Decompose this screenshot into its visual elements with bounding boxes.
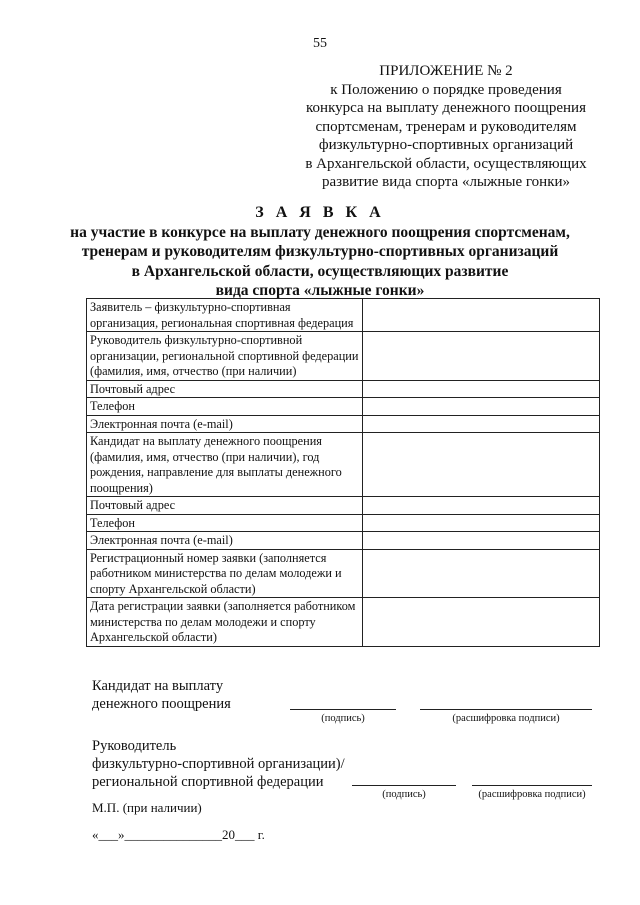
candidate-label-line: Кандидат на выплату <box>92 678 224 694</box>
head-signature-caption: (подпись) <box>382 789 426 800</box>
row-label-email: Электронная почта (e-mail) <box>87 415 363 433</box>
row-value-candidate-email[interactable] <box>363 532 600 550</box>
row-label-head: Руководитель физкультурно-спортивной организации, региональной спортивной федерации (фамилия, имя, отчество (при наличии) <box>87 332 363 381</box>
head-signature-line[interactable] <box>352 785 456 786</box>
date-line[interactable]: «___»_______________20___ г. <box>92 827 265 842</box>
head-decoding-caption: (расшифровка подписи) <box>478 789 586 800</box>
row-value-candidate[interactable] <box>363 433 600 497</box>
appendix-title: ПРИЛОЖЕНИЕ № 2 <box>379 63 513 79</box>
table-row <box>87 398 600 416</box>
appendix-line: развитие вида спорта «лыжные гонки» <box>321 174 571 190</box>
title-line: на участие в конкурсе на выплату денежного поощрения спортсменам, <box>70 223 570 241</box>
table-row <box>87 433 600 497</box>
row-value-applicant[interactable] <box>363 299 600 332</box>
head-decoding-line[interactable] <box>472 785 592 786</box>
candidate-signature-line[interactable] <box>290 709 396 710</box>
table-row <box>87 514 600 532</box>
application-form-table <box>86 298 600 647</box>
row-value-head[interactable] <box>363 332 600 381</box>
application-title <box>40 203 600 301</box>
appendix-line: конкурса на выплату денежного поощрения <box>306 100 586 116</box>
table-row <box>87 415 600 433</box>
appendix-header <box>296 62 596 192</box>
row-label-candidate-postal-address: Почтовый адрес <box>87 497 363 515</box>
title-line: вида спорта «лыжные гонки» <box>215 282 425 299</box>
page-number: 55 <box>313 36 327 51</box>
candidate-signature-label <box>92 677 231 713</box>
row-label-postal-address: Почтовый адрес <box>87 380 363 398</box>
row-value-candidate-phone[interactable] <box>363 514 600 532</box>
table-row <box>87 380 600 398</box>
appendix-line: в Архангельской области, осуществляющих <box>305 155 587 172</box>
appendix-line: спортсменам, тренерам и руководителям <box>315 118 577 135</box>
row-label-registration-number: Регистрационный номер заявки (заполняется работником министерства по делам молодежи и спорту Архангельской области) <box>87 549 363 598</box>
candidate-label-line: денежного поощрения <box>92 696 231 712</box>
row-label-registration-date: Дата регистрации заявки (заполняется работником министерства по делам молодежи и спорту Архангельской области) <box>87 598 363 647</box>
row-value-registration-date[interactable] <box>363 598 600 647</box>
row-label-phone: Телефон <box>87 398 363 416</box>
row-value-registration-number[interactable] <box>363 549 600 598</box>
row-label-candidate-phone: Телефон <box>87 514 363 532</box>
title-line: в Архангельской области, осуществляющих развитие <box>131 262 509 280</box>
row-label-candidate-email: Электронная почта (e-mail) <box>87 532 363 550</box>
row-value-phone[interactable] <box>363 398 600 416</box>
table-row <box>87 598 600 647</box>
table-row <box>87 532 600 550</box>
table-row <box>87 299 600 332</box>
candidate-decoding-line[interactable] <box>420 709 592 710</box>
appendix-line: физкультурно-спортивных организаций <box>318 137 574 153</box>
candidate-decoding-caption: (расшифровка подписи) <box>452 713 560 724</box>
head-signature-label <box>92 737 345 791</box>
table-row <box>87 497 600 515</box>
row-label-applicant: Заявитель – физкультурно-спортивная организация, региональная спортивная федерация <box>87 299 363 332</box>
head-label-line: Руководитель <box>92 738 177 754</box>
table-row <box>87 549 600 598</box>
title-line: тренерам и руководителям физкультурно-спортивных организаций <box>81 243 559 260</box>
stamp-note: М.П. (при наличии) <box>92 800 202 815</box>
row-label-candidate: Кандидат на выплату денежного поощрения (фамилия, имя, отчество (при наличии), год рождения, направление для выплаты денежного поощрения) <box>87 433 363 497</box>
table-row <box>87 332 600 381</box>
head-label-line: физкультурно-спортивной организации)/ <box>92 756 345 772</box>
row-value-postal-address[interactable] <box>363 380 600 398</box>
appendix-line: к Положению о порядке проведения <box>330 81 562 98</box>
row-value-email[interactable] <box>363 415 600 433</box>
row-value-candidate-postal-address[interactable] <box>363 497 600 515</box>
candidate-signature-caption: (подпись) <box>321 713 365 724</box>
title-word: З А Я В К А <box>255 204 385 221</box>
head-label-line: региональной спортивной федерации <box>92 774 324 790</box>
